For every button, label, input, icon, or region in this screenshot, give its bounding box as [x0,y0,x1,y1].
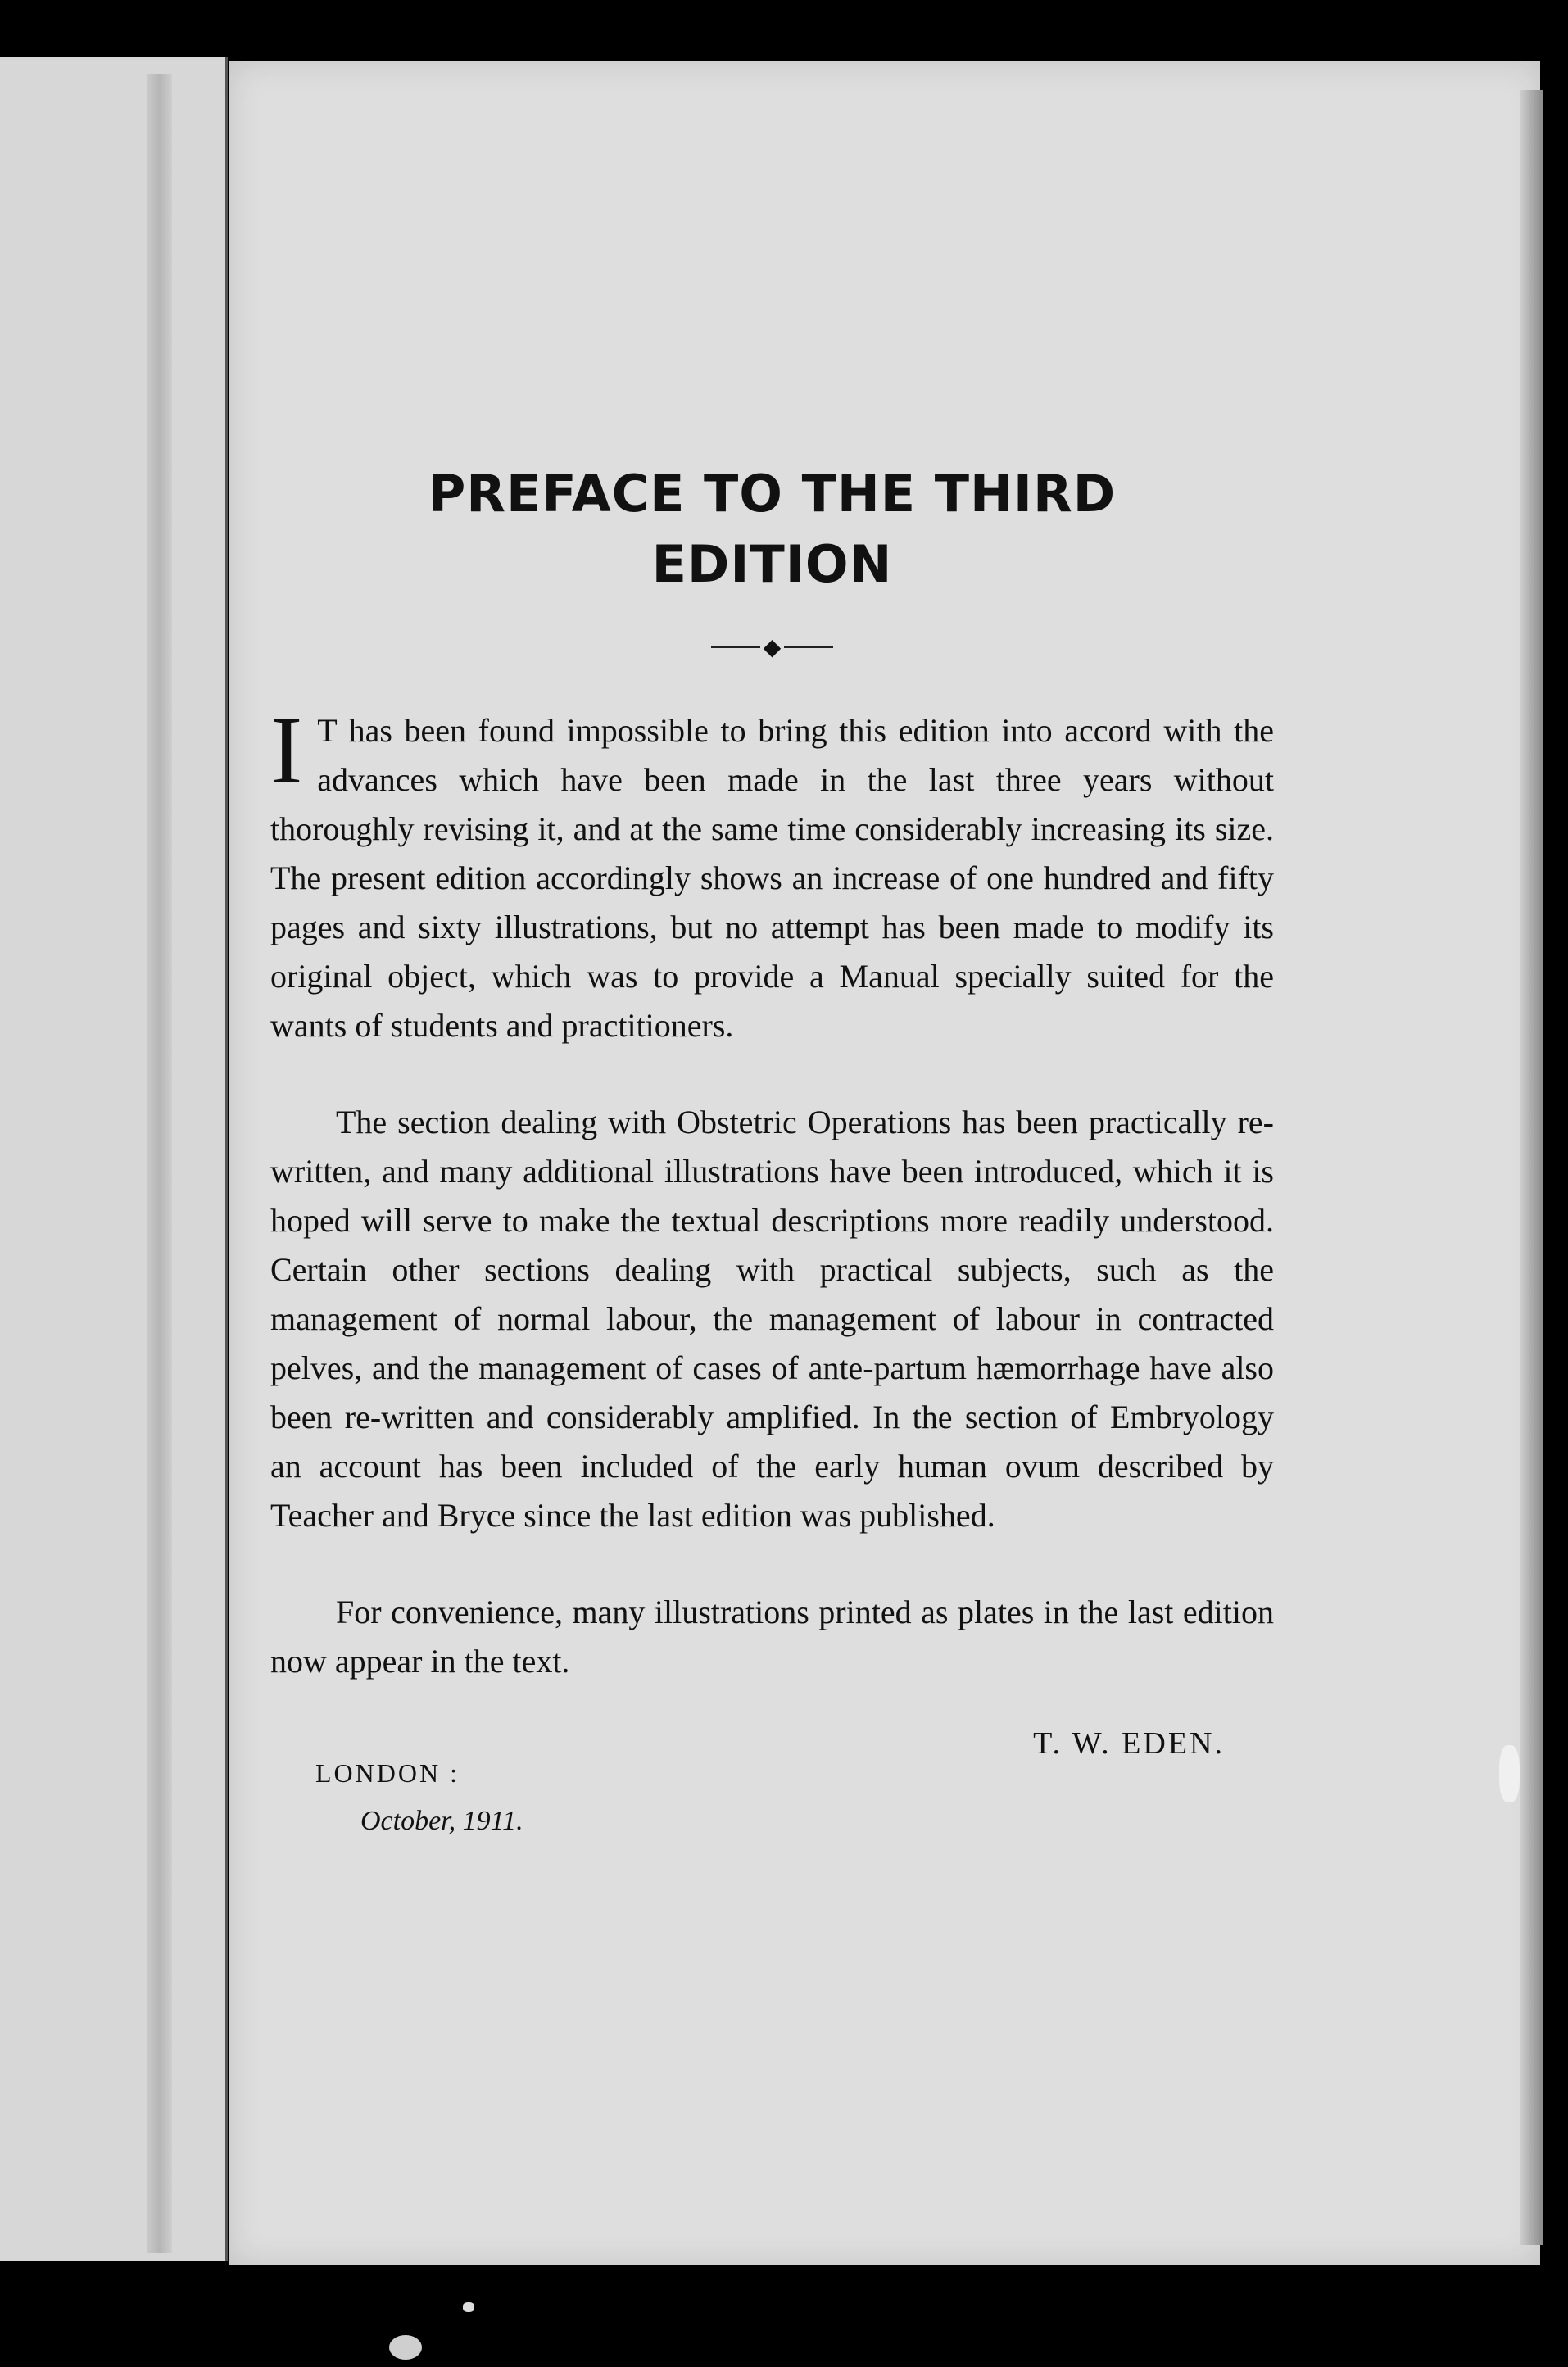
scan-speck [1499,1745,1520,1802]
title-line-1: PREFACE TO THE THIRD [428,464,1117,524]
scan-speck [389,2335,422,2360]
page-edge [1520,90,1543,2245]
paragraph-1-text: T has been found impossible to bring this edition into accord with the advances which have been made in the last three years without thoroughly revising it, and at the same time considerably increasing its size. The present edition accordingly shows an increase of one hundred and fifty pages and sixty illustrations, but no attempt has been made to modify its original object, which was to provide a Manual specially suited for the wants of students and practitioners. [270,711,1274,1044]
author-signature: T. W. EDEN. [1033,1725,1225,1761]
left-page [0,57,228,2261]
title-line-2: EDITION [651,534,893,594]
ornament-line-left [711,646,760,648]
paragraph-1 [270,696,1274,1050]
preface-content [270,459,1274,1857]
drop-cap: I [270,696,303,804]
ornament-line-right [784,646,833,648]
scan-speck [463,2302,474,2312]
book-spine [147,74,172,2253]
date-text: October, 1911. [360,1805,523,1836]
ornament-divider [270,633,1274,661]
signoff [270,1725,1274,1857]
paragraph-2: The section dealing with Obstetric Operations has been practically re-written, and many additional illustrations have been introduced, which it is hoped will serve to make the textual descriptions more readily understood. Certain other sections dealing with practical subjects, such as the management of normal labour, the management of labour in contracted pelves, and the management of cases of ante-partum hæmorrhage have also been re-written and considerably amplified. In the section of Embryology an account has been included of the early human ovum described by Teacher and Bryce since the last edition was published. [270,1103,1274,1534]
place-line: LONDON : [315,1757,460,1788]
diamond-icon: ◆ [763,634,782,660]
date-line [360,1806,523,1837]
paragraph-3: For convenience, many illustrations printed as plates in the last edition now appear in the text. [270,1593,1274,1680]
page-title [270,459,1274,600]
